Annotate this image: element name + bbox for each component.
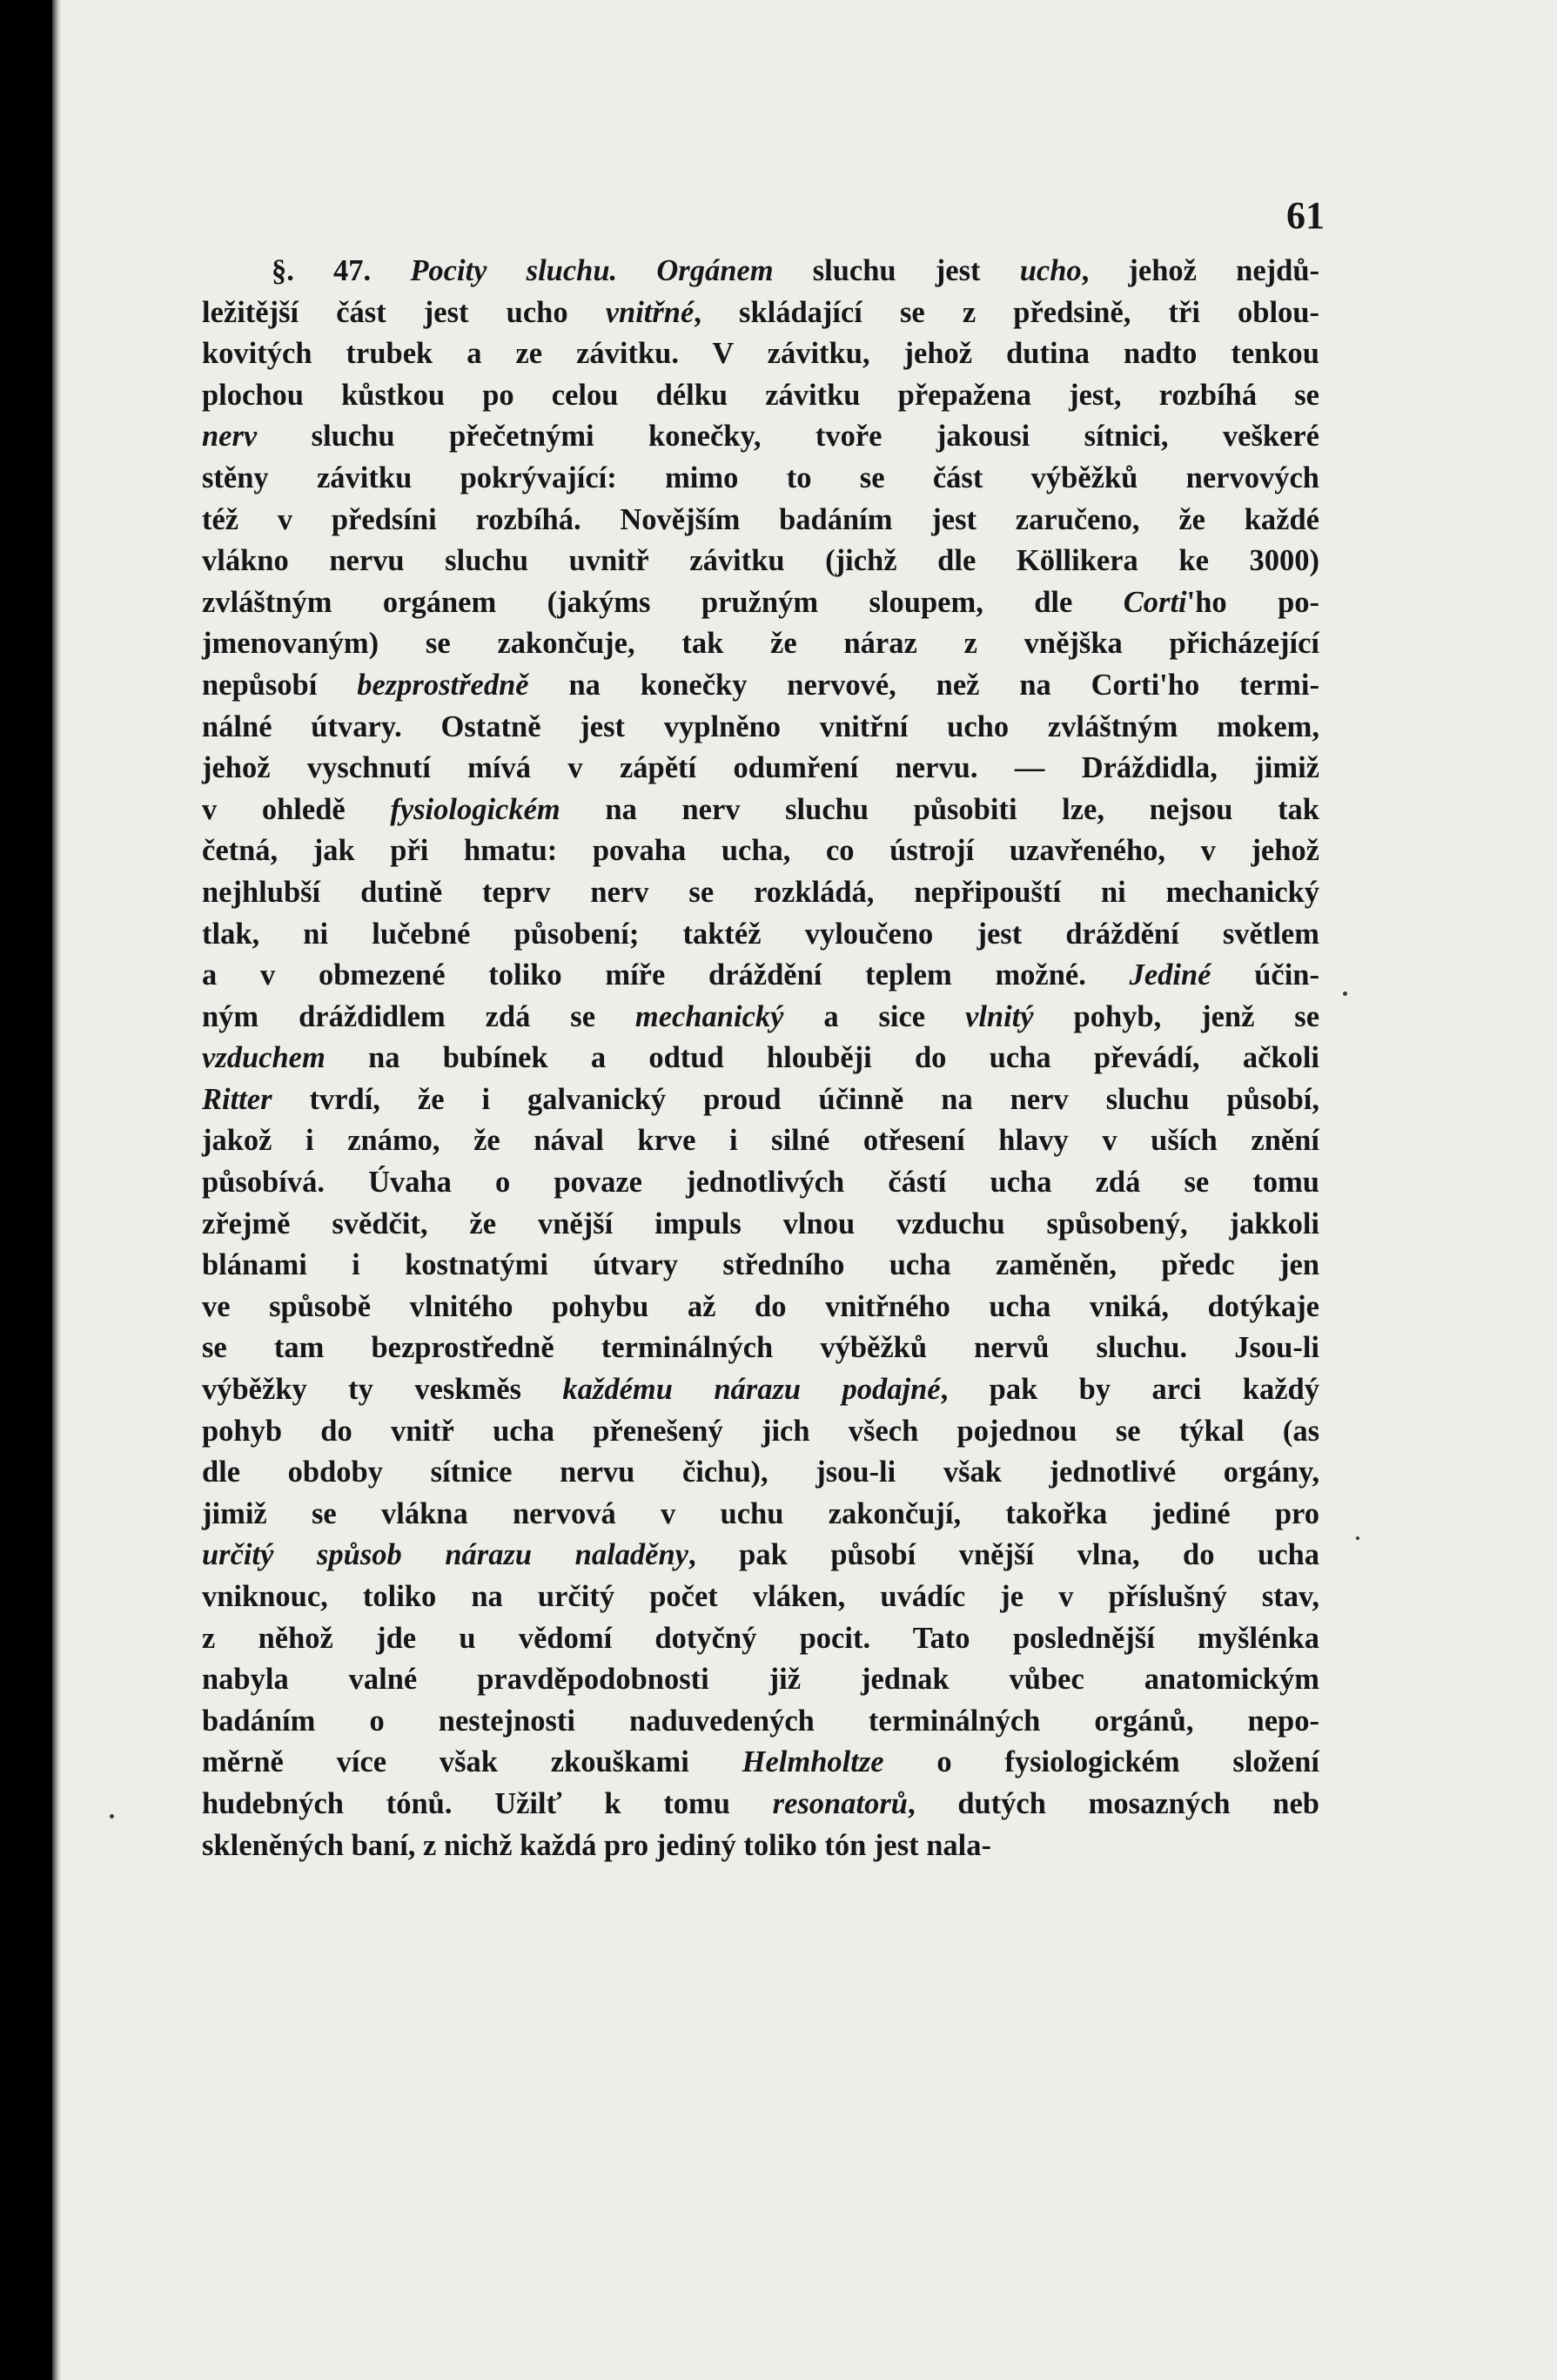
text-run: , dutých mosazných neb	[907, 1786, 1319, 1820]
text-run: nálné útvary. Ostatně jest vyplněno vnitřní ucho zvláštným mokem,	[202, 709, 1319, 743]
text-run: jimiž se vlákna nervová v uchu zakončují, takořka jediné pro	[202, 1496, 1319, 1530]
text-run: kovitých trubek a ze závitku. V závitku, jehož dutina nadto tenkou	[202, 337, 1319, 371]
text-run: , pak působí vnější vlna, do ucha	[688, 1538, 1319, 1572]
text-run: stěny závitku pokrývající: mimo to se část výběžků nervových	[202, 461, 1319, 494]
scan-speck	[1343, 992, 1347, 996]
text-run: tlak, ni lučebné působení; taktéž vyloučeno jest dráždění světlem	[202, 917, 1319, 951]
italic-text: resonatorů	[772, 1786, 908, 1820]
text-line	[202, 541, 1319, 582]
italic-text: každému nárazu podajné	[562, 1373, 941, 1407]
text-line	[202, 1742, 1319, 1784]
text-line	[202, 1245, 1319, 1287]
text-line	[202, 1659, 1319, 1701]
text-run: též v předsíni rozbíhá. Novějším badáním jest zaručeno, že každé	[202, 502, 1319, 536]
text-run: nepůsobí	[202, 668, 358, 702]
text-run: blánami i kostnatými útvary středního ucha zaměněn, předc jen	[202, 1248, 1319, 1282]
italic-text: nerv	[202, 420, 258, 454]
text-run: na nerv sluchu působiti lze, nejsou tak	[560, 792, 1319, 826]
text-line	[202, 665, 1319, 707]
text-line	[202, 416, 1319, 458]
text-run: tvrdí, že i galvanický proud účinně na nerv sluchu působí,	[272, 1082, 1319, 1116]
text-run: jakož i známo, že nával krve i silné otřesení hlavy v uších znění	[202, 1124, 1319, 1158]
text-run: nabyla valné pravděpodobnosti již jednak vůbec anatomickým	[202, 1663, 1319, 1697]
italic-text: mechanický	[634, 999, 784, 1033]
text-run: ným dráždidlem zdá se	[202, 999, 635, 1033]
text-line	[202, 748, 1319, 790]
text-run: jmenovaným) se zakončuje, tak že náraz z vnějška přicházející	[202, 627, 1319, 661]
text-run: pohyb, jenž se	[1033, 999, 1320, 1033]
text-run: ve spůsobě vlnitého pohybu až do vnitřného ucha vniká, dotýkaje	[202, 1289, 1319, 1323]
text-line	[202, 333, 1319, 375]
text-run: účin-	[1211, 958, 1319, 992]
text-run: dle obdoby sítnice nervu čichu), jsou-li však jednotlivé orgány,	[202, 1456, 1319, 1489]
text-line	[202, 914, 1319, 956]
section-paragraph	[202, 251, 1319, 1866]
page-number: 61	[1286, 194, 1325, 237]
text-run: výběžky ty veskměs	[202, 1373, 563, 1407]
text-run: zřejmě svědčit, že vnější impuls vlnou vzduchu spůsobený, jakkoli	[202, 1207, 1319, 1240]
text-line	[202, 251, 1319, 292]
text-run: a sice	[783, 999, 966, 1033]
text-run: , skládající se z předsině, tři oblou-	[694, 295, 1319, 329]
text-run: působívá. Úvaha o povaze jednotlivých částí ucha zdá se tomu	[202, 1166, 1319, 1200]
text-line	[202, 1494, 1319, 1536]
text-run: nejhlubší dutině teprv nerv se rozkládá, nepřipouští ni mechanický	[202, 875, 1319, 909]
text-line	[202, 707, 1319, 749]
text-run: v ohledě	[202, 792, 391, 826]
text-run: zvláštným orgánem (jakýms pružným sloupem, dle	[202, 585, 1124, 619]
text-run: badáním o nestejnosti naduvedených terminálných orgánů, nepo-	[202, 1704, 1319, 1738]
italic-text: určitý spůsob nárazu naladěny	[202, 1538, 688, 1572]
text-run: se tam bezprostředně terminálných výběžků nervů sluchu. Jsou-li	[202, 1331, 1319, 1365]
text-line	[202, 1577, 1319, 1618]
italic-text: ucho	[1019, 254, 1082, 287]
text-line	[202, 790, 1319, 831]
text-run: plochou kůstkou po celou délku závitku přepažena jest, rozbíhá se	[202, 378, 1319, 412]
text-run: vlákno nervu sluchu uvnitř závitku (jichž dle Köllikera ke 3000)	[202, 544, 1319, 578]
text-line	[202, 1038, 1319, 1079]
text-line	[202, 1120, 1319, 1162]
text-line	[202, 1162, 1319, 1204]
text-line	[202, 1452, 1319, 1494]
scan-border	[0, 0, 52, 2380]
text-line	[202, 292, 1319, 334]
italic-text: Helmholtze	[742, 1745, 884, 1779]
text-run: ležitější část jest ucho	[202, 295, 606, 329]
text-run: sluchu přečetnými konečky, tvoře jakousi sítnici, veškeré	[257, 420, 1319, 454]
text-line	[202, 1701, 1319, 1743]
text-run: pohyb do vnitř ucha přenešený jich všech pojednou se týkal (as	[202, 1414, 1319, 1448]
text-line	[202, 1825, 1319, 1867]
text-run: §. 47.	[272, 254, 411, 287]
text-line	[202, 997, 1319, 1039]
text-line	[202, 1328, 1319, 1369]
text-run: měrně více však zkouškami	[202, 1745, 742, 1779]
text-run: z něhož jde u vědomí dotyčný pocit. Tato poslednější myšlénka	[202, 1621, 1319, 1655]
text-run: vniknouc, toliko na určitý počet vláken, uvádíc je v příslušný stav,	[202, 1580, 1319, 1613]
text-line	[202, 1204, 1319, 1246]
text-run	[617, 254, 656, 287]
text-line	[202, 1287, 1319, 1328]
text-line	[202, 623, 1319, 665]
text-line	[202, 458, 1319, 500]
italic-text: vnitřné	[605, 295, 695, 329]
text-line	[202, 500, 1319, 541]
page-gutter	[52, 0, 61, 2380]
text-line	[202, 375, 1319, 417]
text-run: , jehož nejdů-	[1081, 254, 1320, 287]
text-line	[202, 830, 1319, 872]
text-run: 'ho po-	[1186, 585, 1319, 619]
italic-text: Orgánem	[656, 254, 774, 287]
text-line	[202, 1535, 1319, 1577]
italic-text: bezprostředně	[357, 668, 529, 702]
text-run: o fysiologickém složení	[883, 1745, 1319, 1779]
text-run: četná, jak při hmatu: povaha ucha, co ústrojí uzavřeného, v jehož	[202, 834, 1319, 868]
text-line	[202, 1369, 1319, 1411]
text-run: sluchu jest	[773, 254, 1020, 287]
italic-text: fysiologickém	[390, 792, 560, 826]
text-run: na bubínek a odtud hlouběji do ucha převádí, ačkoli	[325, 1041, 1319, 1075]
text-line	[202, 1618, 1319, 1660]
scan-speck	[110, 1814, 114, 1819]
text-line	[202, 955, 1319, 997]
italic-text: Corti	[1123, 585, 1187, 619]
text-run: a v obmezené toliko míře dráždění teplem možné.	[202, 958, 1130, 992]
text-line	[202, 1079, 1319, 1121]
text-line	[202, 872, 1319, 914]
text-line	[202, 582, 1319, 624]
italic-text: Ritter	[202, 1082, 272, 1116]
italic-text: Pocity sluchu.	[410, 254, 618, 287]
text-line	[202, 1411, 1319, 1453]
italic-text: Jediné	[1129, 958, 1211, 992]
scan-speck	[1356, 1536, 1359, 1540]
text-run: jehož vyschnutí mívá v zápětí odumření nervu. — Dráždidla, jimiž	[202, 751, 1319, 785]
text-run: skleněných baní, z nichž každá pro jediný toliko tón jest nala-	[202, 1828, 992, 1862]
italic-text: vzduchem	[202, 1041, 325, 1075]
text-run: hudebných tónů. Užilť k tomu	[202, 1786, 773, 1820]
text-run: , pak by arci každý	[940, 1373, 1319, 1407]
text-run: na konečky nervové, než na Corti'ho termi-	[528, 668, 1319, 702]
italic-text: vlnitý	[965, 999, 1034, 1033]
text-line	[202, 1784, 1319, 1825]
